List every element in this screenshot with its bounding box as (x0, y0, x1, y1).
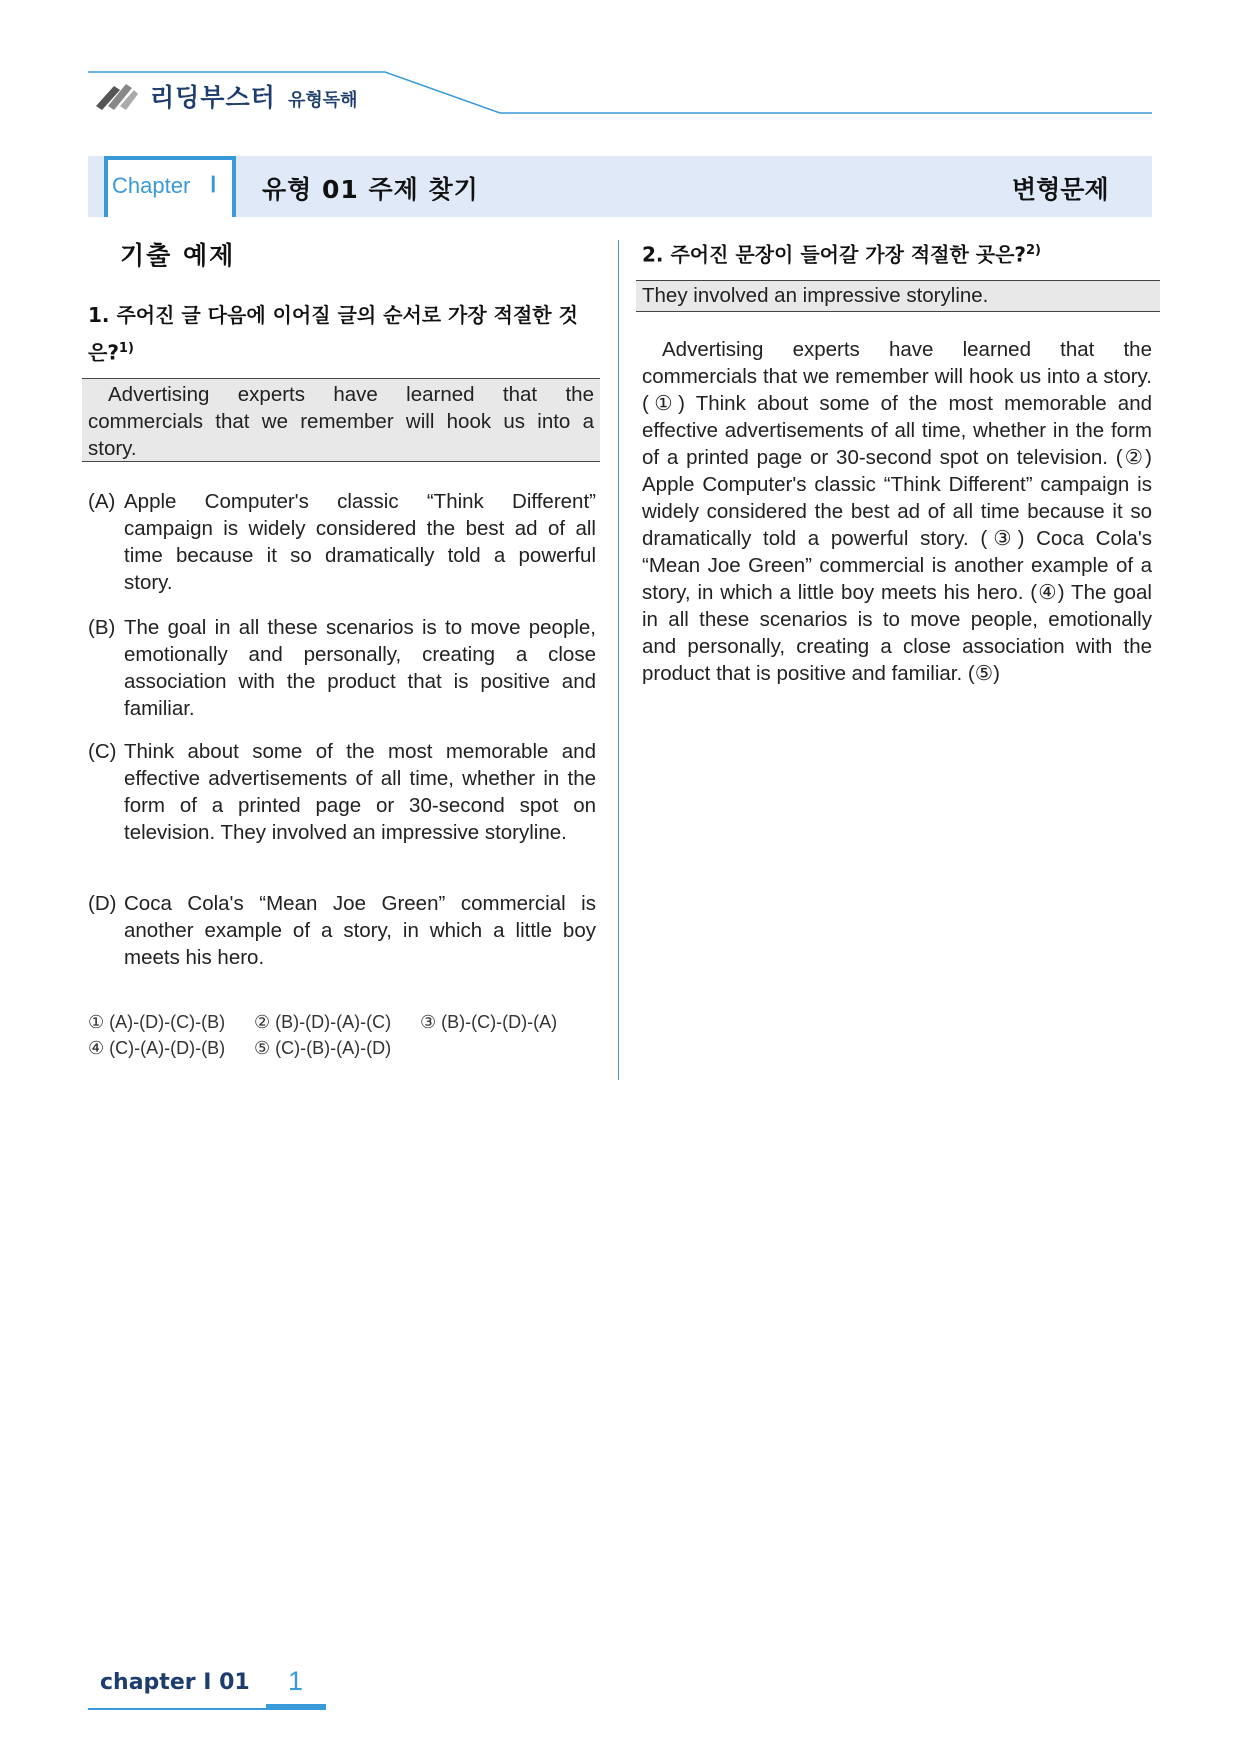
variant-label: 변형문제 (1012, 175, 1109, 204)
chapter-bar (88, 156, 1152, 217)
answer-option-4[interactable]: ④ (C)-(A)-(D)-(B) (88, 1038, 226, 1058)
brand-subtitle: 유형독해 (288, 90, 358, 111)
answer-option-2[interactable]: ② (B)-(D)-(A)-(C) (254, 1012, 392, 1032)
question-2-text: 2. 주어진 문장이 들어갈 가장 적절한 곳은? (642, 242, 1027, 267)
chapter-label: Chapter (112, 173, 191, 198)
item-text: Apple Computer's classic “Think Different” campaign is widely considered the best ad of all time because it so dramatically told a powerful story. (124, 490, 596, 594)
item-label: (C) (88, 740, 117, 763)
item-b (88, 614, 596, 722)
footnote-1: 1) (118, 341, 134, 356)
answer-option-3[interactable]: ③ (B)-(C)-(D)-(A) (420, 1012, 558, 1032)
footnote-2: 2) (1026, 243, 1042, 258)
item-text: The goal in all these scenarios is to move people, emotionally and personally, creating a close association with the product that is positive and familiar. (124, 616, 596, 720)
question-2-passage: Advertising experts have learned that the commercials that we remember will hook us into a story. (①) Think about some of the most memorable and effective advertisements of all time, whether in the form of a printed page or 30-second spot on television. (②) Apple Computer's classic “Think Different” campaign is widely considered the best ad of all time because it so dramatically told a powerful story. (③) Coca Cola's “Mean Joe Green” commercial is another example of a story, in which a little boy meets his hero. (④) The goal in all these scenarios is to move people, emotionally and personally, creating a close association with the product that is positive and familiar. (⑤) (642, 338, 1152, 685)
type-title: 유형 01 주제 찾기 (262, 175, 479, 204)
footer-accent (266, 1704, 326, 1710)
item-a (88, 488, 596, 596)
column-divider (618, 240, 619, 1080)
question-2-title (642, 234, 1162, 272)
item-text: Coca Cola's “Mean Joe Green” commercial is another example of a story, in which a little boy meets his hero. (124, 892, 596, 969)
brand-title: 리딩부스터 (150, 83, 276, 112)
question-1-passage: Advertising experts have learned that the commercials that we remember will hook us into a story. (88, 383, 594, 460)
item-c (88, 738, 596, 846)
chapter-number: Ⅰ (210, 172, 217, 197)
item-label: (D) (88, 892, 117, 915)
answer-option-1[interactable]: ① (A)-(D)-(C)-(B) (88, 1012, 226, 1032)
footer-rule (88, 1708, 266, 1710)
given-sentence: They involved an impressive storyline. (642, 284, 989, 307)
item-label: (B) (88, 616, 116, 639)
item-label: (A) (88, 490, 116, 513)
question-1-text: 1. 주어진 글 다음에 이어질 글의 순서로 가장 적절한 것은? (88, 303, 578, 365)
page-number: 1 (288, 1666, 304, 1696)
item-text: Think about some of the most memorable and effective advertisements of all time, whether in the form of a printed page or 30-second spot on television. They involved an impressive storyline. (124, 740, 596, 844)
pencil-logo-icon (94, 80, 138, 110)
section-title: 기출 예제 (120, 241, 236, 270)
footer-chapter: chapter Ⅰ 01 (100, 1670, 250, 1695)
item-d (88, 890, 596, 971)
answer-option-5[interactable]: ⑤ (C)-(B)-(A)-(D) (254, 1038, 392, 1058)
question-1-title (88, 298, 598, 370)
